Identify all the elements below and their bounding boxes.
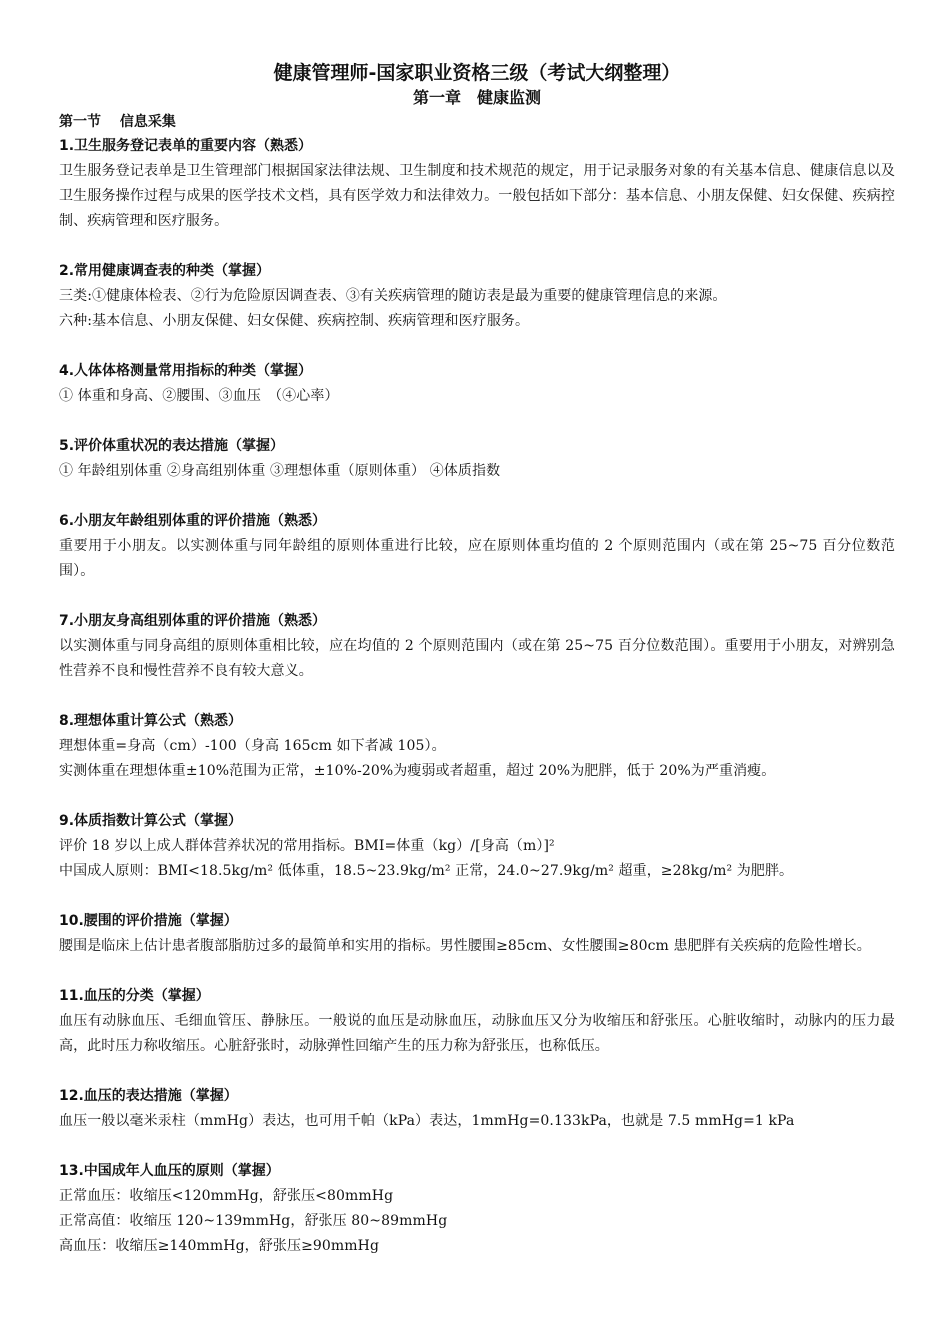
item-heading: 6.小朋友年龄组别体重的评价措施（熟悉）	[59, 513, 327, 529]
item-heading: 9.体质指数计算公式（掌握）	[59, 813, 243, 829]
item-heading: 7.小朋友身高组别体重的评价措施（熟悉）	[59, 613, 327, 629]
outline-item	[59, 434, 895, 484]
outline-item	[59, 709, 895, 784]
item-text: 三类:①健康体检表、②行为危险原因调查表、③有关疾病管理的随访表是最为重要的健康管理信息的来源。	[59, 288, 727, 304]
item-heading: 10.腰围的评价措施（掌握）	[59, 913, 238, 929]
item-text: 实测体重在理想体重±10%范围为正常，±10%-20%为瘦弱或者超重，超过 20%为肥胖，低于 20%为严重消瘦。	[59, 763, 776, 779]
outline-item	[59, 359, 895, 409]
item-text: 高血压：收缩压≥140mmHg，舒张压≥90mmHg	[59, 1238, 380, 1254]
item-heading: 8.理想体重计算公式（熟悉）	[59, 713, 243, 729]
item-text: 理想体重=身高（cm）-100（身高 165cm 如下者减 105）。	[59, 738, 446, 754]
item-heading: 11.血压的分类（掌握）	[59, 988, 210, 1004]
item-text: 血压有动脉血压、毛细血管压、静脉压。一般说的血压是动脉血压，动脉血压又分为收缩压和舒张压。心脏收缩时，动脉内的压力最高，此时压力称收缩压。心脏舒张时，动脉弹性回缩产生的压力称为舒张压，也称低压。	[59, 1013, 895, 1054]
outline-item	[59, 134, 895, 234]
item-heading: 2.常用健康调查表的种类（掌握）	[59, 263, 271, 279]
outline-item	[59, 509, 895, 584]
item-heading: 12.血压的表达措施（掌握）	[59, 1088, 238, 1104]
item-text: 正常血压：收缩压<120mmHg，舒张压<80mmHg	[59, 1188, 394, 1204]
item-heading: 5.评价体重状况的表达措施（掌握）	[59, 438, 285, 454]
item-text: 重要用于小朋友。以实测体重与同年龄组的原则体重进行比较，应在原则体重均值的 2 个原则范围内（或在第 25~75 百分位数范围）。	[59, 538, 895, 579]
section-title: 第一节 信息采集	[59, 114, 176, 130]
outline-item	[59, 1159, 895, 1259]
chapter-title: 第一章 健康监测	[412, 88, 541, 107]
outline-item	[59, 259, 895, 334]
item-text: 正常高值：收缩压 120~139mmHg，舒张压 80~89mmHg	[59, 1213, 448, 1229]
item-text: ① 体重和身高、②腰围、③血压 （④心率）	[59, 388, 339, 404]
item-text: 六种:基本信息、小朋友保健、妇女保健、疾病控制、疾病管理和医疗服务。	[59, 313, 530, 329]
item-heading: 1.卫生服务登记表单的重要内容（熟悉）	[59, 138, 313, 154]
item-text: 腰围是临床上估计患者腹部脂肪过多的最简单和实用的指标。男性腰围≥85cm、女性腰围≥80cm 患肥胖有关疾病的危险性增长。	[59, 938, 871, 954]
item-text: 中国成人原则：BMI<18.5kg/m² 低体重，18.5~23.9kg/m² 正常，24.0~27.9kg/m² 超重，≥28kg/m² 为肥胖。	[59, 863, 794, 879]
document-title: 健康管理师-国家职业资格三级（考试大纲整理）	[273, 62, 681, 84]
item-text: ① 年龄组别体重 ②身高组别体重 ③理想体重（原则体重） ④体质指数	[59, 463, 501, 479]
item-text: 评价 18 岁以上成人群体营养状况的常用指标。BMI=体重（kg）/[身高（m）]²	[59, 838, 555, 854]
outline-item	[59, 909, 895, 959]
outline-item	[59, 809, 895, 884]
item-list	[59, 134, 895, 1259]
document-page	[59, 60, 895, 1284]
outline-item	[59, 984, 895, 1059]
outline-item	[59, 1084, 895, 1134]
outline-item	[59, 609, 895, 684]
item-heading: 13.中国成年人血压的原则（掌握）	[59, 1163, 280, 1179]
item-text: 以实测体重与同身高组的原则体重相比较，应在均值的 2 个原则范围内（或在第 25~75 百分位数范围）。重要用于小朋友，对辨别急性营养不良和慢性营养不良有较大意义。	[59, 638, 895, 679]
item-text: 血压一般以毫米汞柱（mmHg）表达，也可用千帕（kPa）表达，1mmHg=0.133kPa，也就是 7.5 mmHg=1 kPa	[59, 1113, 795, 1129]
item-text: 卫生服务登记表单是卫生管理部门根据国家法律法规、卫生制度和技术规范的规定，用于记录服务对象的有关基本信息、健康信息以及卫生服务操作过程与成果的医学技术文档，具有医学效力和法律效力。一般包括如下部分：基本信息、小朋友保健、妇女保健、疾病控制、疾病管理和医疗服务。	[59, 163, 895, 229]
item-heading: 4.人体体格测量常用指标的种类（掌握）	[59, 363, 313, 379]
